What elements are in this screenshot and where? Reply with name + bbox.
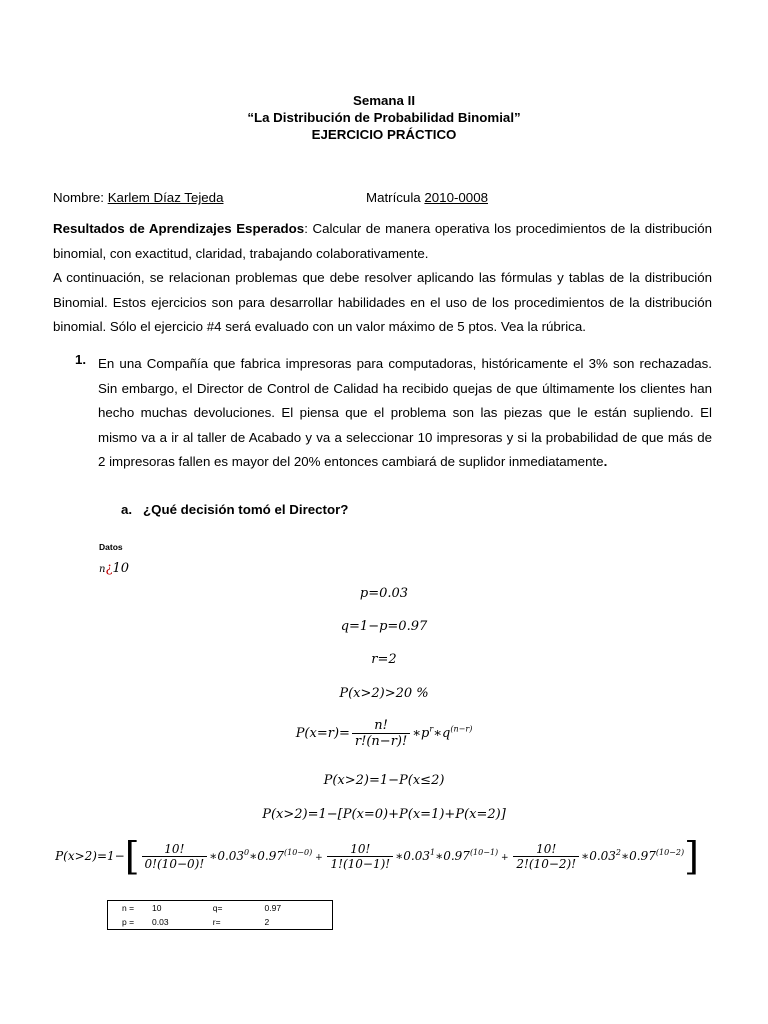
term0-q-exp: (10−0) [284,848,313,857]
term0-p: ∗0.03 [209,849,245,863]
left-bracket: [ [124,834,140,879]
term1-q-exp: (10−1) [469,848,499,857]
eq-complement: P(x>2)=1−P(x≤2) [323,773,445,788]
expanded-lhs: P(x>2)=1− [55,849,125,863]
eq-binomial-formula [0,718,768,749]
student-id-line [366,190,488,205]
term2-p: ∗0.03 [581,849,616,863]
eq-sum: P(x>2)=1−[P(x=0)+P(x=1)+P(x=2)] [262,807,506,822]
table-cell: r= [212,917,221,927]
formula-q-exp: (n−r) [450,724,473,734]
right-bracket: ] [684,834,699,879]
term0-p-exp: 0 [244,848,250,857]
term2-p-exp: 2 [615,848,621,857]
values-table [107,900,333,930]
term1-denominator: 1!(10−1)! [330,857,391,871]
outcomes-label: Resultados de Aprendizajes Esperados [53,221,305,236]
eq-q: q=1−p=0.97 [340,619,428,634]
eq-n-var: n [99,564,106,575]
formula-numerator: n! [352,718,410,734]
table-cell: p = [122,917,135,927]
table-cell: n = [122,903,135,913]
term1-q: ∗0.97 [435,849,470,863]
outcomes-text: : Calcular de manera operativa los procedimientos de la distribución binomial, con exactitud, claridad, trabajando colaborativamente. [53,221,712,261]
term1-numerator: 10! [327,842,393,857]
term2-denominator: 2!(10−2)! [516,857,577,871]
table-cell: 2 [264,917,270,927]
instructions-paragraph: A continuación, se relacionan problemas que debe resolver aplicando las fórmulas y tablas de la distribución Binomial. Estos ejercicios son para desarrollar habilidades en el uso de los procedimientos de la distribución binomial. Sólo el ejercicio #4 será evaluado con un valor máximo de 5 ptos. Vea la rúbrica. [53,270,712,334]
problem-end: . [603,454,608,469]
term0-denominator: 0!(10−0)! [144,857,205,871]
table-cell: 0.03 [152,917,169,927]
id-label: Matrícula [366,190,425,205]
table-row [108,915,333,930]
term0-fraction [142,842,208,871]
document-subtitle: EJERCICIO PRÁCTICO [311,127,457,142]
term2-fraction [513,842,579,871]
student-name-line [53,190,223,205]
term0-q: ∗0.97 [249,849,284,863]
eq-n-value: 10 [112,561,129,576]
outcomes-paragraph [53,217,712,266]
table-cell: 10 [152,903,162,913]
table-cell: q= [212,903,223,913]
table-row [108,901,333,916]
term2-q: ∗0.97 [621,849,656,863]
formula-fraction [352,718,410,749]
student-name: Karlem Díaz Tejeda [107,190,224,205]
data-label: Datos [99,542,123,552]
formula-lhs: P(x=r)= [295,726,350,741]
term1-fraction [327,842,393,871]
eq-condition: P(x>2)>20 % [339,686,429,701]
student-id: 2010-0008 [424,190,488,205]
table-cell: 0.97 [264,903,282,913]
name-label: Nombre: [53,190,108,205]
eq-r: r=2 [371,652,397,667]
week-heading: Semana II [352,93,416,108]
question-letter: a. [121,502,133,517]
eq-n [99,561,129,576]
term1-p-exp: 1 [429,848,436,857]
question-text: ¿Qué decisión tomó el Director? [143,502,349,517]
problem-text [98,352,712,475]
term0-numerator: 10! [142,842,208,857]
problem-number: 1. [75,352,87,367]
term1-p: ∗0.03 [395,849,430,863]
eq-expanded: P(x>2)=1−[ $\frac{10!}{0!(10-0)!}$ $∗0.03^0∗0.97^{(10-0)}$ + $\frac{10!}{1!(10-1)!}$ $∗0.03^1∗0.97^{(10-1)}$ + $\frac{10!}{2!(10-2)!}$ $∗0.03^2∗0.97^{(10-2)}$] [55,834,699,879]
formula-q: ∗q [433,726,451,741]
document-title: “La Distribución de Probabilidad Binomial” [247,110,521,125]
term2-q-exp: (10−2) [655,848,685,857]
formula-denominator: r!(n−r)! [354,734,408,749]
eq-p: p=0.03 [359,586,409,601]
term2-numerator: 10! [513,842,579,857]
eq-n-glyph: ¿ [105,561,113,576]
formula-p: ∗p [412,726,430,741]
formula-p-exp: r [429,724,434,734]
problem-body: En una Compañía que fabrica impresoras para computadoras, históricamente el 3% son rechazadas. Sin embargo, el Director de Control de Calidad ha recibido quejas de que últimamente los clientes han hecho muchas devoluciones. El piensa que el problema son las piezas que le están supliendo. El mismo va a ir al taller de Acabado y va a seleccionar 10 impresoras y si la probabilidad de que más de 2 impresoras fallen es mayor del 20% entonces cambiará de suplidor inmediatamente [98,356,712,469]
